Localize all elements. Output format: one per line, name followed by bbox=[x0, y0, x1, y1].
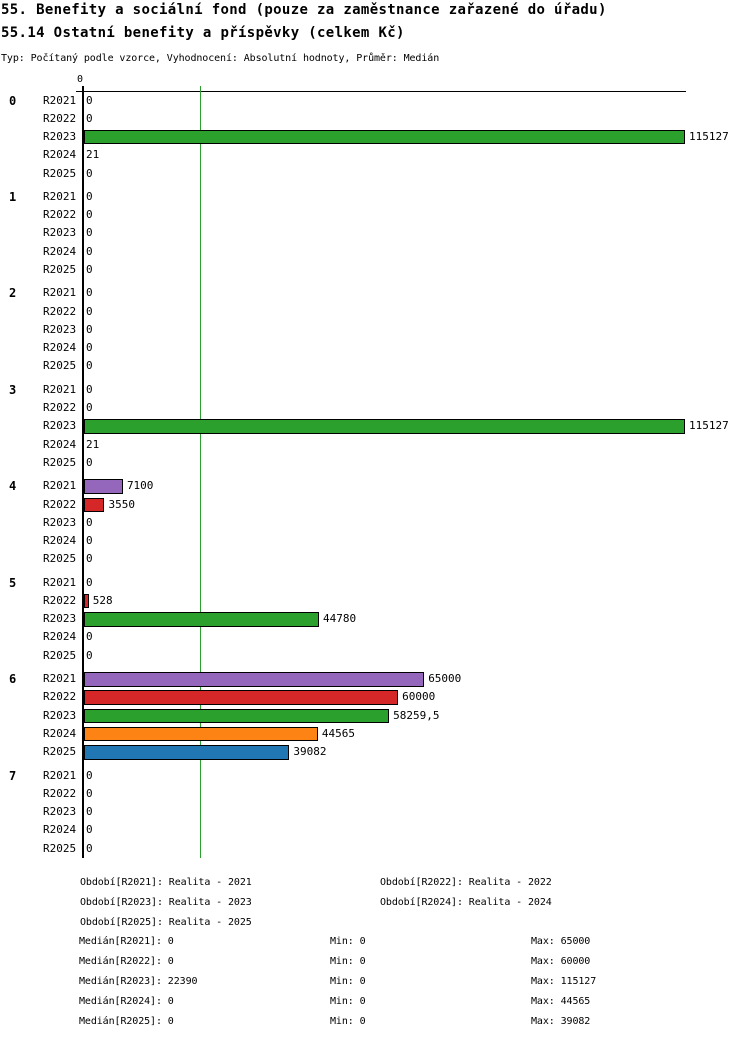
stat-min: Min: 0 bbox=[330, 956, 366, 967]
stat-median: Medián[R2022]: 0 bbox=[79, 956, 174, 967]
bar-row bbox=[0, 92, 750, 110]
bar-group bbox=[0, 188, 750, 279]
group-label: 0 bbox=[9, 93, 17, 108]
year-label: R2022 bbox=[43, 786, 77, 800]
value-label: 0 bbox=[86, 552, 93, 566]
year-label: R2024 bbox=[43, 534, 77, 547]
bar-row bbox=[0, 707, 750, 725]
bar-row bbox=[0, 477, 750, 495]
value-label: 0 bbox=[86, 244, 93, 258]
value-label: 528 bbox=[92, 593, 113, 607]
value-label: 0 bbox=[86, 630, 93, 644]
year-label: R2021 bbox=[43, 479, 77, 493]
value-label: 0 bbox=[86, 189, 93, 203]
year-label: R2025 bbox=[43, 552, 77, 566]
year-label: R2022 bbox=[43, 497, 77, 511]
year-label: R2025 bbox=[43, 841, 77, 855]
stat-max: Max: 39082 bbox=[531, 1016, 591, 1027]
value-bar bbox=[84, 745, 289, 759]
year-label: R2025 bbox=[43, 648, 77, 662]
value-bar bbox=[84, 130, 685, 144]
value-bar bbox=[84, 727, 318, 741]
bar-chart bbox=[0, 74, 750, 859]
bar-row bbox=[0, 610, 750, 628]
year-label: R2021 bbox=[43, 189, 77, 203]
year-label: R2024 bbox=[43, 437, 77, 451]
group-label: 6 bbox=[9, 672, 17, 687]
year-label: R2023 bbox=[43, 612, 77, 626]
value-label: 0 bbox=[86, 111, 93, 125]
year-label: R2023 bbox=[43, 322, 77, 336]
chart-meta-line: Typ: Počítaný podle vzorce, Vyhodnocení: Absolutní hodnoty, Průměr: Medián bbox=[1, 53, 440, 64]
stat-median: Medián[R2021]: 0 bbox=[79, 936, 174, 947]
stat-min: Min: 0 bbox=[330, 936, 366, 947]
value-label: 65000 bbox=[428, 672, 462, 686]
bar-row bbox=[0, 206, 750, 224]
group-label: 5 bbox=[9, 575, 17, 590]
stat-min: Min: 0 bbox=[330, 996, 366, 1007]
stat-min: Min: 0 bbox=[330, 976, 366, 987]
stat-max: Max: 44565 bbox=[531, 996, 591, 1007]
value-bar bbox=[84, 709, 389, 723]
group-label: 2 bbox=[9, 286, 17, 301]
value-label: 21 bbox=[86, 437, 100, 451]
value-label: 0 bbox=[86, 304, 93, 318]
value-label: 0 bbox=[86, 575, 93, 589]
year-label: R2025 bbox=[43, 455, 77, 469]
value-bar bbox=[84, 498, 104, 512]
stat-min: Min: 0 bbox=[330, 1016, 366, 1027]
year-label: R2021 bbox=[43, 286, 77, 300]
year-label: R2025 bbox=[43, 745, 77, 759]
bar-row bbox=[0, 743, 750, 761]
stat-median: Medián[R2025]: 0 bbox=[79, 1016, 174, 1027]
bar-row bbox=[0, 454, 750, 472]
value-bar bbox=[84, 479, 123, 493]
value-label: 7100 bbox=[126, 479, 154, 493]
year-label: R2023 bbox=[43, 226, 77, 240]
bar-row bbox=[0, 417, 750, 435]
bar-group bbox=[0, 767, 750, 858]
bar-row bbox=[0, 224, 750, 242]
stat-max: Max: 65000 bbox=[531, 936, 591, 947]
bar-row bbox=[0, 592, 750, 610]
year-label: R2023 bbox=[43, 419, 77, 433]
bar-row bbox=[0, 514, 750, 532]
year-label: R2024 bbox=[43, 341, 77, 355]
value-label: 0 bbox=[86, 341, 93, 355]
value-bar bbox=[84, 612, 319, 626]
value-label: 0 bbox=[86, 286, 93, 300]
year-label: R2023 bbox=[43, 708, 77, 722]
year-label: R2024 bbox=[43, 630, 77, 644]
value-label: 0 bbox=[86, 208, 93, 222]
bar-group bbox=[0, 477, 750, 568]
value-label: 0 bbox=[86, 262, 93, 276]
bar-row bbox=[0, 399, 750, 417]
chart-groups bbox=[0, 92, 750, 864]
bar-row bbox=[0, 339, 750, 357]
value-label: 44565 bbox=[321, 726, 355, 740]
value-label: 60000 bbox=[402, 690, 436, 704]
bar-row bbox=[0, 261, 750, 279]
year-label: R2024 bbox=[43, 823, 77, 837]
value-label: 0 bbox=[86, 382, 93, 396]
value-label: 3550 bbox=[108, 497, 135, 511]
legend-item: Období[R2021]: Realita - 2021 bbox=[80, 877, 252, 888]
bar-row bbox=[0, 243, 750, 261]
year-label: R2021 bbox=[43, 672, 77, 686]
value-label: 0 bbox=[86, 401, 93, 415]
bar-row bbox=[0, 532, 750, 550]
year-label: R2025 bbox=[43, 262, 77, 276]
value-label: 21 bbox=[86, 148, 100, 162]
bar-row bbox=[0, 284, 750, 302]
year-label: R2021 bbox=[43, 93, 77, 107]
value-bar bbox=[84, 690, 398, 704]
bar-row bbox=[0, 840, 750, 858]
value-label: 0 bbox=[86, 805, 93, 819]
year-label: R2024 bbox=[43, 726, 77, 740]
group-label: 3 bbox=[9, 382, 17, 397]
year-label: R2024 bbox=[43, 148, 77, 162]
group-label: 1 bbox=[9, 189, 17, 204]
year-label: R2021 bbox=[43, 382, 77, 396]
bar-row bbox=[0, 436, 750, 454]
page-title: 55. Benefity a sociální fond (pouze za zaměstnance zařazené do úřadu) bbox=[1, 2, 607, 18]
bar-row bbox=[0, 321, 750, 339]
value-label: 0 bbox=[86, 823, 93, 837]
group-label: 4 bbox=[9, 479, 17, 494]
value-label: 0 bbox=[86, 515, 93, 529]
value-bar bbox=[84, 594, 89, 608]
page-subtitle: 55.14 Ostatní benefity a příspěvky (celkem Kč) bbox=[1, 25, 405, 41]
value-label: 0 bbox=[86, 166, 93, 180]
bar-row bbox=[0, 146, 750, 164]
year-label: R2021 bbox=[43, 768, 77, 782]
bar-group bbox=[0, 92, 750, 183]
year-label: R2022 bbox=[43, 690, 77, 704]
year-label: R2023 bbox=[43, 515, 77, 529]
year-label: R2023 bbox=[43, 805, 77, 819]
bar-row bbox=[0, 821, 750, 839]
year-label: R2025 bbox=[43, 166, 77, 180]
bar-row bbox=[0, 496, 750, 514]
value-label: 0 bbox=[86, 322, 93, 336]
stat-median: Medián[R2024]: 0 bbox=[79, 996, 174, 1007]
legend-item: Období[R2024]: Realita - 2024 bbox=[380, 897, 552, 908]
year-label: R2025 bbox=[43, 359, 77, 373]
bar-row bbox=[0, 647, 750, 665]
value-label: 0 bbox=[86, 841, 93, 855]
year-label: R2022 bbox=[43, 304, 77, 318]
bar-group bbox=[0, 284, 750, 375]
year-label: R2021 bbox=[43, 575, 77, 589]
bar-row bbox=[0, 128, 750, 146]
bar-row bbox=[0, 110, 750, 128]
value-label: 39082 bbox=[293, 745, 327, 759]
legend-item: Období[R2025]: Realita - 2025 bbox=[80, 917, 252, 928]
bar-row bbox=[0, 803, 750, 821]
bar-row bbox=[0, 165, 750, 183]
bar-row bbox=[0, 357, 750, 375]
value-bar bbox=[84, 419, 685, 433]
axis-origin-tick-label: 0 bbox=[77, 74, 84, 85]
value-label: 0 bbox=[86, 226, 93, 240]
bar-row bbox=[0, 785, 750, 803]
year-label: R2024 bbox=[43, 244, 77, 258]
bar-row bbox=[0, 725, 750, 743]
year-label: R2022 bbox=[43, 111, 77, 125]
value-label: 0 bbox=[86, 455, 93, 469]
value-label: 115127 bbox=[689, 419, 729, 433]
value-label: 0 bbox=[86, 93, 93, 107]
bar-row bbox=[0, 767, 750, 785]
bar-row bbox=[0, 688, 750, 706]
year-label: R2022 bbox=[43, 401, 77, 415]
bar-row bbox=[0, 188, 750, 206]
value-label: 0 bbox=[86, 786, 93, 800]
year-label: R2023 bbox=[43, 130, 77, 143]
value-label: 0 bbox=[86, 534, 93, 547]
year-label: R2022 bbox=[43, 593, 77, 607]
stat-max: Max: 60000 bbox=[531, 956, 591, 967]
group-label: 7 bbox=[9, 768, 17, 783]
stat-max: Max: 115127 bbox=[531, 976, 597, 987]
stat-median: Medián[R2023]: 22390 bbox=[79, 976, 198, 987]
legend-item: Období[R2023]: Realita - 2023 bbox=[80, 897, 252, 908]
value-label: 115127 bbox=[689, 130, 729, 143]
year-label: R2022 bbox=[43, 208, 77, 222]
bar-row bbox=[0, 574, 750, 592]
value-label: 0 bbox=[86, 648, 93, 662]
legend-item: Období[R2022]: Realita - 2022 bbox=[380, 877, 552, 888]
bar-row bbox=[0, 670, 750, 688]
bar-group bbox=[0, 670, 750, 761]
bar-row bbox=[0, 303, 750, 321]
value-label: 0 bbox=[86, 359, 93, 373]
value-label: 0 bbox=[86, 768, 93, 782]
bar-group bbox=[0, 574, 750, 665]
bar-row bbox=[0, 628, 750, 646]
bar-group bbox=[0, 381, 750, 472]
value-label: 58259,5 bbox=[393, 708, 440, 722]
bar-row bbox=[0, 381, 750, 399]
bar-row bbox=[0, 550, 750, 568]
value-label: 44780 bbox=[322, 612, 357, 626]
value-bar bbox=[84, 672, 424, 686]
